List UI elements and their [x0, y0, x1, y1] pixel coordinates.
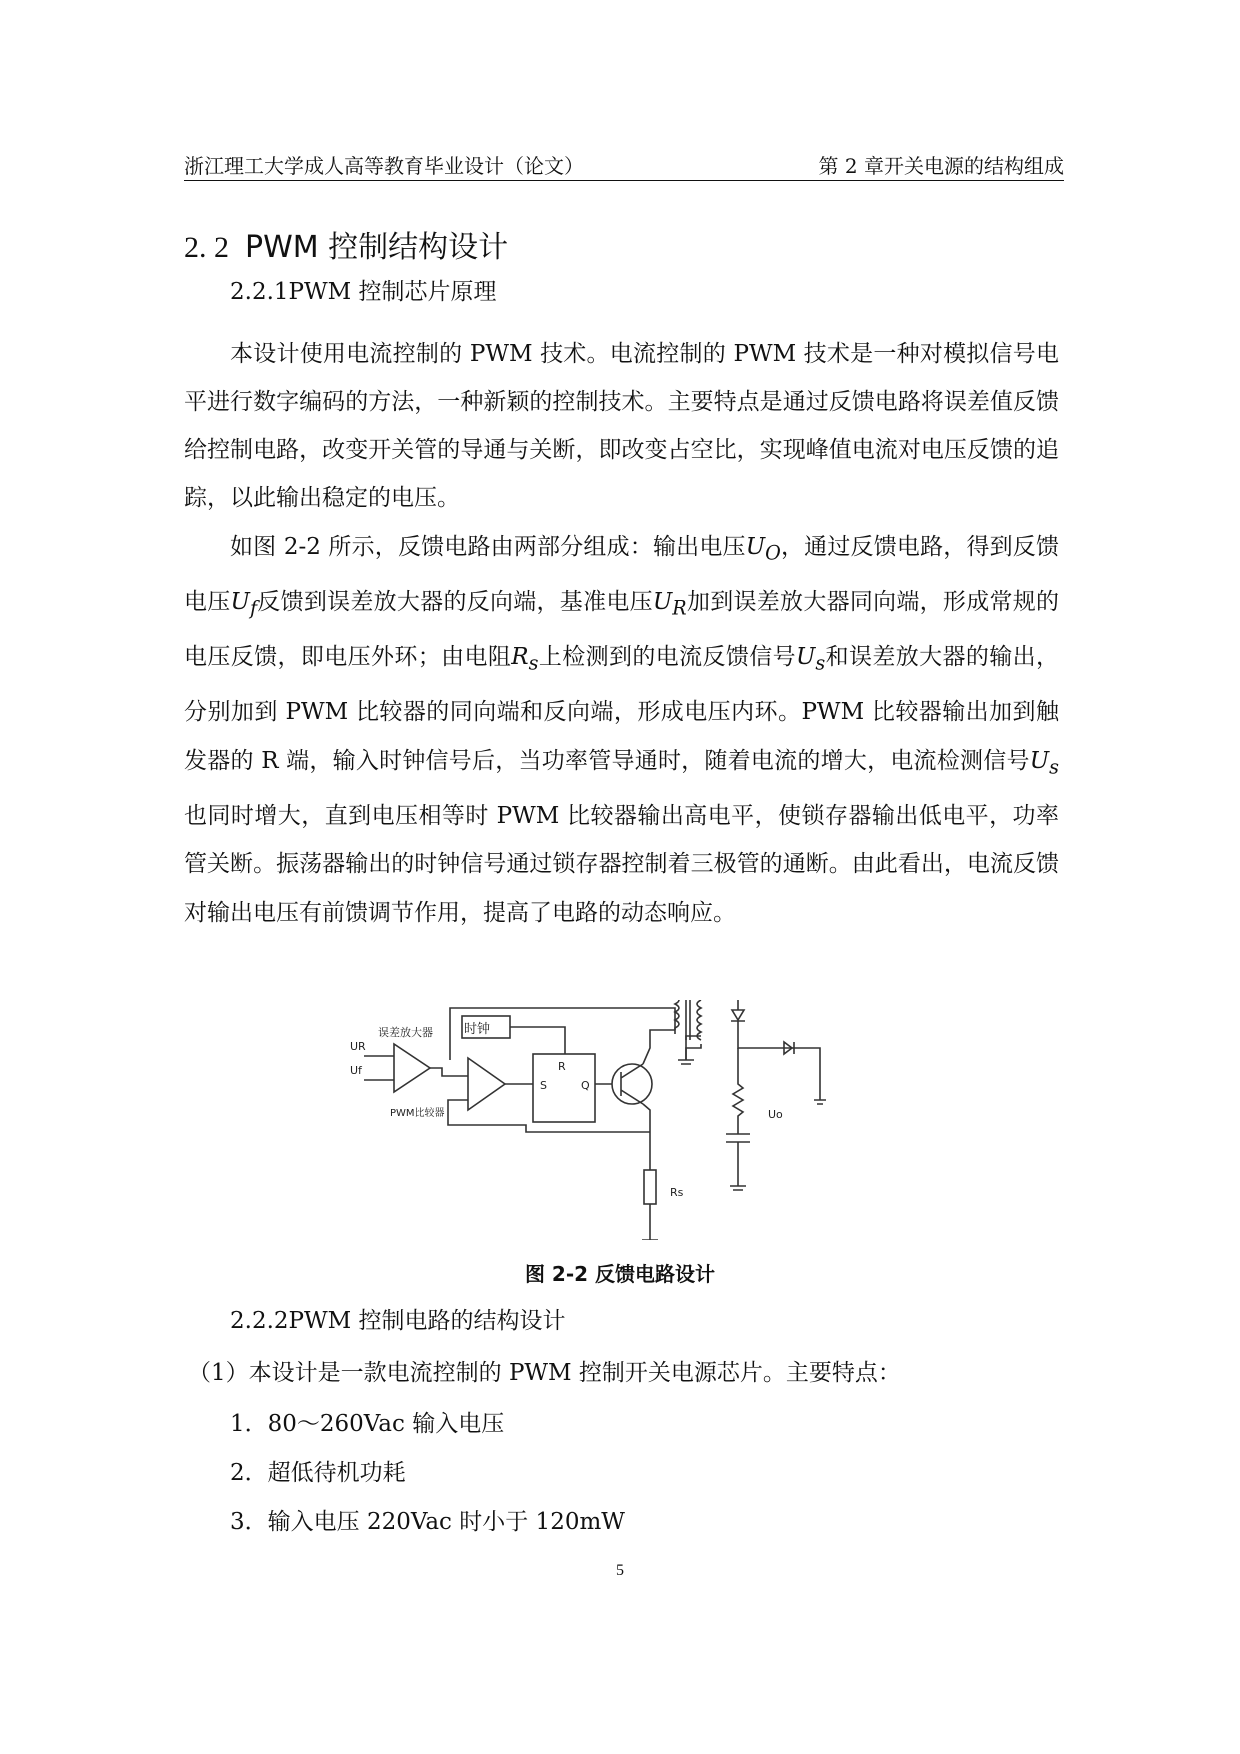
transistor-symbol: [612, 1064, 652, 1104]
feedback-circuit-diagram: [350, 1000, 950, 1240]
running-header-right: 第 2 章开关电源的结构组成: [818, 154, 1064, 178]
var-us-2-sub: s: [1049, 755, 1059, 779]
paragraph-1-block: [184, 330, 1059, 522]
output-capacitor: [726, 1134, 750, 1142]
var-uo-main: U: [745, 534, 766, 560]
var-ur-main: U: [652, 589, 673, 616]
transformer-secondary: [697, 1000, 701, 1040]
subsection-heading-1: 2.2.1PWM 控制芯片原理: [230, 279, 497, 305]
var-ur: [652, 589, 687, 620]
var-us: [796, 644, 826, 675]
intro-line: （1）本设计是一款电流控制的 PWM 控制开关电源芯片。主要特点：: [188, 1360, 901, 1386]
running-header-left: 浙江理工大学成人高等教育毕业设计（论文）: [184, 154, 584, 178]
p2-text-5: 上检测到的电流反馈信号: [538, 644, 796, 671]
var-ur-sub: R: [672, 596, 687, 620]
label-pwm-comp: PWM比较器: [390, 1108, 445, 1119]
paragraph-2-block: [184, 523, 1059, 937]
wire-ea-to-comp: [430, 1068, 468, 1076]
label-clock: 时钟: [464, 1022, 491, 1037]
section-title: PWM 控制结构设计: [245, 230, 509, 265]
var-rs: [511, 644, 539, 675]
var-uo: [745, 534, 781, 565]
paragraph-2: [184, 523, 1059, 937]
page-number: 5: [616, 1562, 624, 1579]
figure-caption: 图 2-2 反馈电路设计: [524, 1262, 716, 1286]
p2-text-2: ，通过反馈电路，得到反馈电压: [184, 534, 1059, 616]
header-rule: [184, 180, 1064, 181]
var-us-sub: s: [815, 651, 826, 675]
var-us-2: [1029, 747, 1059, 779]
var-rs-main: R: [511, 644, 529, 671]
label-uo: Uo: [768, 1108, 783, 1121]
list-item: 2．超低待机功耗: [230, 1460, 406, 1486]
error-amp-symbol: [394, 1044, 430, 1092]
list-item: 3．输入电压 220Vac 时小于 120mW: [230, 1509, 625, 1535]
wire-collector: [643, 1030, 675, 1064]
label-latch-q: Q: [581, 1079, 590, 1092]
label-rs: Rs: [670, 1186, 684, 1199]
p2-text-3: 反馈到误差放大器的反向端，基准电压: [257, 589, 653, 616]
label-uf: Uf: [350, 1064, 362, 1077]
pwm-comparator-symbol: [468, 1058, 505, 1110]
label-error-amp: 误差放大器: [378, 1026, 433, 1039]
section-heading: [184, 222, 508, 266]
wire-emitter: [643, 1104, 650, 1170]
var-uf-main: U: [230, 589, 250, 616]
var-rs-sub: s: [528, 651, 539, 675]
output-diode: [731, 1010, 745, 1021]
transformer-core: [686, 1000, 690, 1040]
p2-text-6: 和误差放大器的输出，分别加到 PWM 比较器的同向端和反向端，形成电压内环。PWM 比较器输出加到触发器的 R 端，输入时钟信号后，当功率管导通时，随着电流的增大，电流检测信号: [184, 644, 1060, 774]
p2-text-1: 如图 2-2 所示，反馈电路由两部分组成：输出电压: [230, 534, 746, 560]
rs-resistor: [644, 1170, 656, 1204]
var-us-main: U: [796, 644, 816, 671]
p2-text-4: 加到误差放大器同向端，形成常规的电压反馈，即电压外环；由电阻: [184, 589, 1060, 671]
label-latch-r: R: [558, 1060, 566, 1073]
wire-current-sense: [448, 1100, 650, 1132]
section-number: 2. 2: [184, 231, 229, 264]
wire-clock-to-latch: [510, 1027, 565, 1054]
list-item: 1．80～260Vac 输入电压: [230, 1411, 505, 1437]
subsection-heading-2: 2.2.2PWM 控制电路的结构设计: [230, 1308, 566, 1334]
var-us-2-main: U: [1029, 747, 1050, 774]
p2-text-7: 也同时增大，直到电压相等时 PWM 比较器输出高电平，使锁存器输出低电平，功率管关断。振荡器输出的时钟信号通过锁存器控制着三极管的通断。由此看出，电流反馈对输出电压有前馈调节作用，提高了电路的动态响应。: [184, 802, 1059, 926]
label-latch-s: S: [540, 1079, 547, 1092]
var-uf-sub: f: [249, 596, 258, 620]
output-resistor: [733, 1048, 743, 1134]
paragraph-1: 本设计使用电流控制的 PWM 技术。电流控制的 PWM 技术是一种对模拟信号电平进行数字编码的方法，一种新颖的控制技术。主要特点是通过反馈电路将误差值反馈给控制电路，改变开关管的导通与关断，即改变占空比，实现峰值电流对电压反馈的追踪，以此输出稳定的电压。: [184, 341, 1059, 511]
label-ur: UR: [350, 1040, 366, 1053]
var-uf: [230, 589, 258, 620]
var-uo-sub: O: [765, 541, 781, 565]
